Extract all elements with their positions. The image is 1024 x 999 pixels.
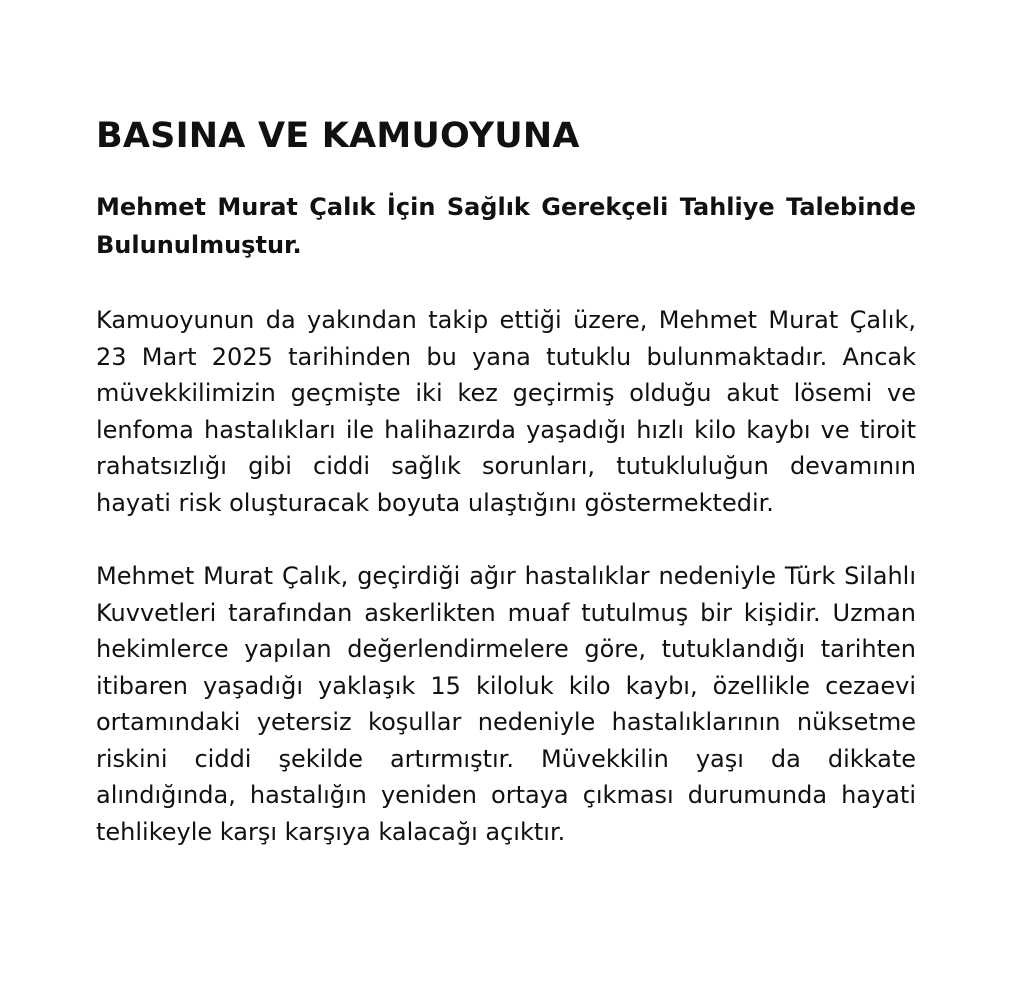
statement-paragraph-2: Mehmet Murat Çalık, geçirdiği ağır hastalıklar nedeniyle Türk Silahlı Kuvvetleri tarafından askerlikten muaf tutulmuş bir kişidir. Uzman hekimlerce yapılan değerlendirmelere göre, tutuklandığı tarihten itibaren yaşadığı yaklaşık 15 kiloluk kilo kaybı, özellikle cezaevi ortamındaki yetersiz koşullar nedeniyle hastalıklarının nüksetme riskini ciddi şekilde artırmıştır. Müvekkilin yaşı da dikkate alındığında, hastalığın yeniden ortaya çıkması durumunda hayati tehlikeyle karşı karşıya kalacağı açıktır. [96,562,916,846]
press-statement [96,112,916,850]
statement-paragraph-1: Kamuoyunun da yakından takip ettiği üzere, Mehmet Murat Çalık, 23 Mart 2025 tarihinden bu yana tutuklu bulunmaktadır. Ancak müvekkilimizin geçmişte iki kez geçirmiş olduğu akut lösemi ve lenfoma hastalıkları ile halihazırda yaşadığı hızlı kilo kaybı ve tiroit rahatsızlığı gibi ciddi sağlık sorunları, tutukluluğun devamının hayati risk oluşturacak boyuta ulaştığını göstermektedir. [96,306,916,517]
statement-subheading: Mehmet Murat Çalık İçin Sağlık Gerekçeli Tahliye Talebinde Bulunulmuştur. [96,193,916,259]
statement-heading: BASINA VE KAMUOYUNA [96,116,580,156]
